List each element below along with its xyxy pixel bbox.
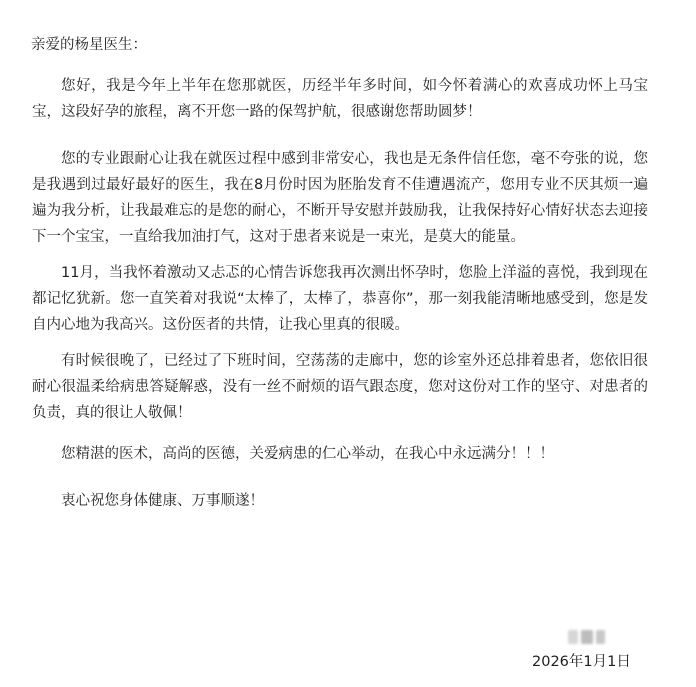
paragraph-greeting: 您好，我是今年上半年在您那就医，历经半年多时间，如今怀着满心的欢喜成功怀上马宝宝，这段好孕的旅程，离不开您一路的保驾护航，很感谢您帮助圆梦！ (32, 78, 648, 120)
salutation: 亲爱的杨星医生： (31, 37, 147, 53)
paragraph-praise: 您精湛的医术，高尚的医德，关爱病患的仁心举动，在我心中永远满分！！！ (61, 446, 554, 462)
paragraph-professionalism: 您的专业跟耐心让我在就医过程中感到非常安心，我也是无条件信任您，毫不夸张的说，您是我遇到过最好最好的医生，我在8月份时因为胚胎发育不佳遭遇流产，您用专业不厌其烦一遍遍为我分析，让我最难忘的是您的耐心，不断开导安慰并鼓励我，让我保持好心情好状态去迎接下一个宝宝，一直给我加油打气，这对于患者来说是一束光，是莫大的能量。 (32, 151, 648, 245)
paragraph-late-hours: 有时候很晚了，已经过了下班时间，空荡荡的走廊中，您的诊室外还总排着患者，您依旧很耐心很温柔给病患答疑解惑，没有一丝不耐烦的语气跟态度，您对这份对工作的坚守、对患者的负责，真的很让人敬佩！ (32, 353, 648, 421)
paragraph-november: 11月，当我怀着激动又忐忑的心情告诉您我再次测出怀孕时，您脸上洋溢的喜悦，我到现在都记忆犹新。您一直笑着对我说“太棒了，太棒了，恭喜你”，那一刻我能清晰地感受到，您是发自内心地为我高兴。这份医者的共情，让我心里真的很暖。 (32, 265, 648, 333)
letter-date: 2026年1月1日 (532, 654, 631, 670)
paragraph-wishes: 衷心祝您身体健康、万事顺遂！ (61, 493, 264, 509)
blurred-signature (568, 628, 610, 646)
